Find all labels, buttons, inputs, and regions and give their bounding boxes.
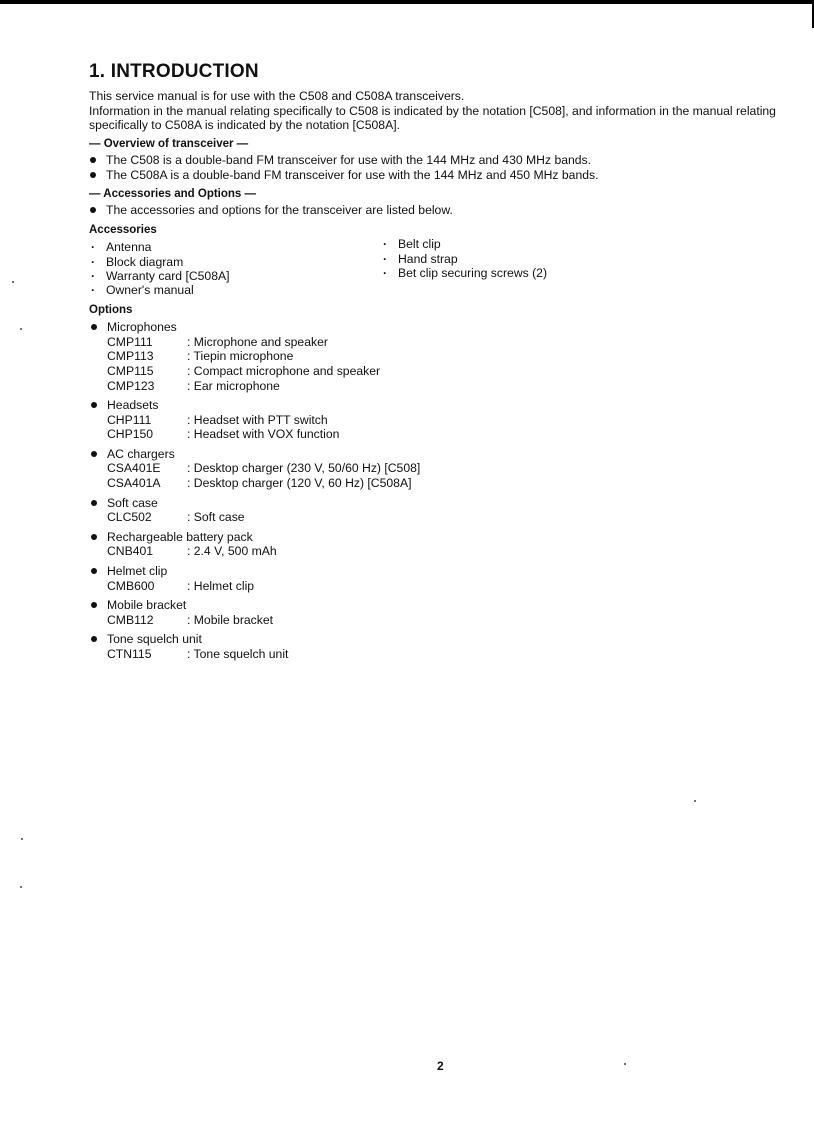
option-group-name: Tone squelch unit <box>107 632 202 647</box>
option-row <box>107 579 789 594</box>
option-code: CLC502 <box>107 510 152 525</box>
option-group-name: Rechargeable battery pack <box>107 529 253 544</box>
option-code: CTN115 <box>107 647 152 661</box>
accessory-item: · Antenna <box>89 240 381 254</box>
scan-speck <box>20 328 22 330</box>
option-row <box>107 349 789 364</box>
option-desc: : Headset with PTT switch <box>187 412 328 427</box>
list-item: The C508 is a double-band FM transceiver for use with the 144 MHz and 430 MHz bands. <box>89 153 789 168</box>
accessories-right-column <box>381 237 681 297</box>
option-code: CMP123 <box>107 378 155 393</box>
intro-line: Information in the manual relating specifically to C508 is indicated by the notation [C508], and information in the manual relating specifically to C508A is indicated by the notation [C508A]. <box>89 103 776 133</box>
option-code: CMP115 <box>107 363 154 378</box>
overview-heading: — Overview of transceiver — <box>89 137 249 150</box>
option-row <box>107 461 789 476</box>
option-code: CMB600 <box>107 578 155 593</box>
option-code: CMB112 <box>107 612 154 627</box>
scan-speck <box>20 886 22 888</box>
option-group-name: AC chargers <box>107 446 175 461</box>
option-row <box>107 379 789 394</box>
option-group-helmet-clip <box>89 564 789 593</box>
option-row <box>107 647 789 662</box>
option-desc: : 2.4 V, 500 mAh <box>187 544 277 559</box>
document-content <box>89 60 789 667</box>
option-group-tone-squelch <box>89 632 789 661</box>
option-group-name: Microphones <box>107 320 177 335</box>
option-row <box>107 476 789 491</box>
accessories-options-heading: — Accessories and Options — <box>89 187 257 200</box>
option-desc: : Ear microphone <box>187 378 280 393</box>
option-desc: : Helmet clip <box>187 578 255 593</box>
scan-speck <box>12 281 14 283</box>
page-title: 1. INTRODUCTION <box>89 61 259 82</box>
option-desc: : Headset with VOX function <box>187 427 340 442</box>
option-code: CSA401E <box>107 461 161 476</box>
accessory-item: · Warranty card [C508A] <box>89 269 381 283</box>
option-code: CHP150 <box>107 427 154 442</box>
accessories-grid <box>89 237 789 298</box>
option-group-name: Mobile bracket <box>107 598 187 613</box>
option-row <box>107 613 789 628</box>
option-row <box>107 335 789 350</box>
scan-speck <box>694 800 696 802</box>
option-group-headsets <box>89 398 789 442</box>
option-row <box>107 427 789 442</box>
option-code: CHP111 <box>107 412 152 427</box>
option-desc: : Tone squelch unit <box>187 647 289 661</box>
option-row <box>107 544 789 559</box>
option-desc: : Mobile bracket <box>187 612 274 627</box>
option-group-name: Helmet clip <box>107 564 168 579</box>
accessory-item: · Bet clip securing screws (2) <box>381 266 681 280</box>
option-desc: : Microphone and speaker <box>187 334 328 349</box>
option-code: CNB401 <box>107 544 154 559</box>
option-group-mobile-bracket <box>89 598 789 627</box>
option-group-ac-chargers <box>89 447 789 491</box>
option-code: CMP111 <box>107 334 153 349</box>
option-desc: : Compact microphone and speaker <box>187 363 381 378</box>
scan-speck <box>624 1063 626 1065</box>
accessory-item: · Owner's manual <box>89 283 381 297</box>
list-item: The C508A is a double-band FM transceiver for use with the 144 MHz and 450 MHz bands. <box>89 168 789 183</box>
option-desc: : Desktop charger (120 V, 60 Hz) [C508A] <box>187 476 412 491</box>
option-code: CMP113 <box>107 349 154 364</box>
accessory-item: · Belt clip <box>381 237 681 251</box>
option-row <box>107 364 789 379</box>
list-item: The accessories and options for the transceiver are listed below. <box>89 203 789 218</box>
option-desc: : Tiepin microphone <box>187 349 294 364</box>
intro-line: This service manual is for use with the C508 and C508A transceivers. <box>89 89 465 103</box>
scan-speck <box>21 838 23 840</box>
accessory-item: · Hand strap <box>381 252 681 266</box>
option-group-soft-case <box>89 496 789 525</box>
accessory-item: · Block diagram <box>89 255 381 269</box>
option-group-battery-pack <box>89 530 789 559</box>
option-desc: : Desktop charger (230 V, 50/60 Hz) [C508] <box>187 461 421 476</box>
accessories-label: Accessories <box>89 223 157 236</box>
page-number: 2 <box>437 1059 444 1073</box>
option-code: CSA401A <box>107 476 161 491</box>
top-border-rule <box>0 0 814 4</box>
accessories-options-list <box>89 203 789 218</box>
option-row <box>107 413 789 428</box>
accessories-left-column <box>89 240 381 297</box>
intro-paragraphs <box>89 89 789 133</box>
option-group-microphones <box>89 320 789 393</box>
options-label: Options <box>89 303 133 316</box>
option-desc: : Soft case <box>187 510 245 525</box>
option-group-name: Soft case <box>107 495 158 510</box>
option-group-name: Headsets <box>107 398 159 413</box>
overview-list <box>89 153 789 182</box>
option-row <box>107 510 789 525</box>
